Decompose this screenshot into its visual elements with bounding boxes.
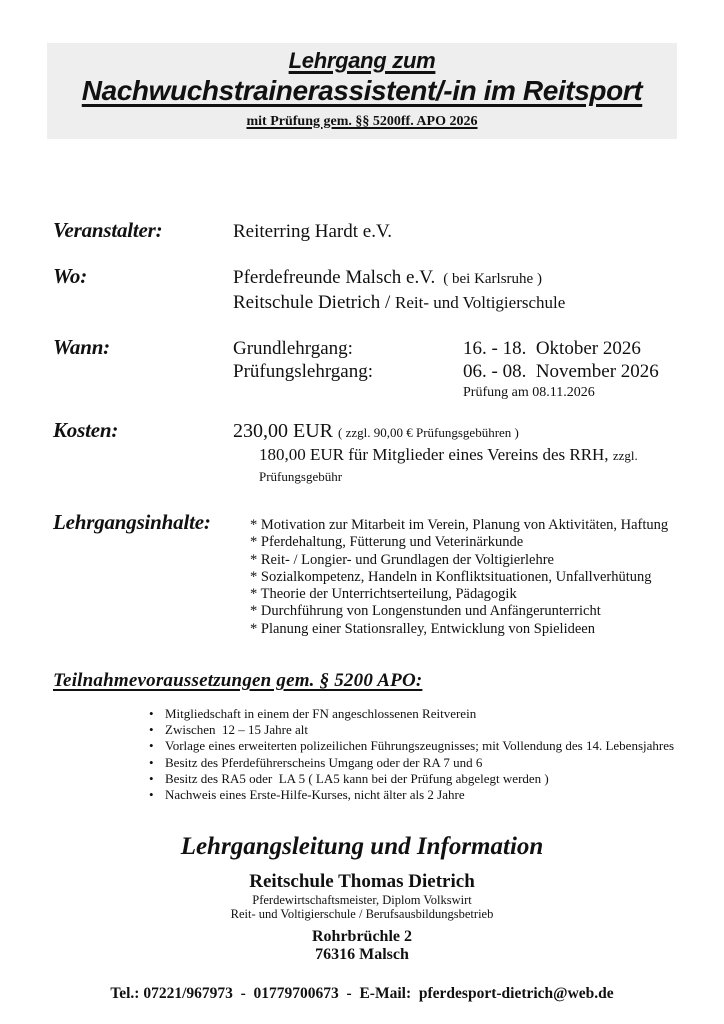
- voraussetzungen-item: • Besitz des RA5 oder LA 5 ( LA5 kann bei der Prüfung abgelegt werden ): [148, 771, 674, 787]
- inhalte-item: * Motivation zur Mitarbeit im Verein, Planung von Aktivitäten, Haftung: [250, 517, 669, 533]
- wann-grundlehrgang: [233, 337, 659, 360]
- voraussetzungen-item: • Mitgliedschaft in einem der FN angeschlossenen Reitverein: [148, 706, 674, 722]
- inhalte-row: [53, 510, 704, 638]
- page-title: Nachwuchstrainerassistent/-in im Reitsport: [81, 75, 643, 106]
- leitung-qualification: Pferdewirtschaftsmeister, Diplom Volkswirt: [252, 893, 472, 907]
- kosten-member-price: 180,00 EUR für Mitglieder eines Vereins des RRH,: [259, 445, 609, 464]
- wo-venue: Pferdefreunde Malsch e.V.: [233, 267, 436, 288]
- wann-course-date: 16. - 18. Oktober 2026: [463, 338, 641, 359]
- veranstalter-value: Reiterring Hardt e.V.: [233, 221, 392, 242]
- veranstalter-label: Veranstalter:: [53, 218, 163, 242]
- inhalte-list: [250, 517, 668, 638]
- kosten-line1: [233, 420, 704, 444]
- wo-row: [53, 264, 704, 314]
- wann-pruefungslehrgang: [233, 360, 659, 383]
- inhalte-item: * Planung einer Stationsralley, Entwicklung von Spielideen: [250, 620, 595, 637]
- leitung-street: Rohrbrüchle 2: [312, 928, 412, 945]
- wo-label: Wo:: [53, 264, 88, 288]
- voraussetzungen-item: • Nachweis eines Erste-Hilfe-Kurses, nicht älter als 2 Jahre: [148, 787, 674, 803]
- leitung-city: 76316 Malsch: [315, 946, 409, 963]
- contact-line: Tel.: 07221/967973 - 01779700673 - E-Mail: pferdesport-dietrich@web.de: [110, 985, 614, 1002]
- inhalte-item: * Pferdehaltung, Fütterung und Veterinärkunde: [250, 534, 524, 551]
- wann-course-date: 06. - 08. November 2026: [463, 361, 659, 382]
- inhalte-item: * Sozialkompetenz, Handeln in Konfliktsituationen, Unfallverhütung: [250, 568, 652, 585]
- wo-line1: [233, 266, 565, 291]
- inhalte-item: * Theorie der Unterrichtserteilung, Pädagogik: [250, 586, 517, 603]
- wo-school-note: Reit- und Voltigierschule: [394, 293, 566, 312]
- voraussetzungen-item: • Zwischen 12 – 15 Jahre alt: [148, 722, 674, 738]
- wann-row: [53, 335, 704, 401]
- wo-school: Reitschule Dietrich /: [233, 292, 391, 313]
- voraussetzungen-heading: Teilnahmevoraussetzungen gem. § 5200 APO:: [53, 670, 423, 691]
- inhalte-label: Lehrgangsinhalte:: [53, 510, 211, 534]
- header-box: [47, 43, 677, 139]
- header-kicker: Lehrgang zum: [288, 48, 436, 73]
- wo-venue-note: ( bei Karlsruhe ): [443, 271, 542, 287]
- inhalte-item: * Durchführung von Longenstunden und Anfängerunterricht: [250, 603, 601, 620]
- kosten-price: 230,00 EUR: [233, 420, 333, 442]
- leitung-school: Reitschule Thomas Dietrich: [249, 871, 475, 892]
- inhalte-item: * Reit- / Longier- und Grundlagen der Voltigierlehre: [250, 551, 554, 568]
- kosten-line2: [259, 445, 704, 487]
- kosten-row: [53, 418, 704, 487]
- voraussetzungen-item: • Besitz des Pferdeführerscheins Umgang oder der RA 7 und 6: [148, 755, 674, 771]
- leitung-business: Reit- und Voltigierschule / Berufsausbildungsbetrieb: [230, 907, 494, 921]
- voraussetzungen-list: [148, 706, 674, 803]
- wo-line2: [233, 291, 565, 314]
- veranstalter-row: [53, 218, 704, 243]
- header-subtitle: mit Prüfung gem. §§ 5200ff. APO 2026: [246, 114, 478, 129]
- wann-label: Wann:: [53, 335, 110, 359]
- kosten-label: Kosten:: [53, 418, 119, 442]
- kosten-member-note: zzgl. Prüfungsgebühr: [259, 448, 638, 484]
- kosten-price-note: ( zzgl. 90,00 € Prüfungsgebühren ): [338, 425, 519, 440]
- wann-course-name: Prüfungslehrgang:: [233, 361, 374, 382]
- voraussetzungen-item: • Vorlage eines erweiterten polizeilichen Führungszeugnisses; mit Vollendung des 14. Lebensjahres: [148, 738, 674, 754]
- wann-course-name: Grundlehrgang:: [233, 338, 353, 359]
- leitung-heading: Lehrgangsleitung und Information: [180, 833, 544, 860]
- wann-exam-note: Prüfung am 08.11.2026: [463, 385, 595, 400]
